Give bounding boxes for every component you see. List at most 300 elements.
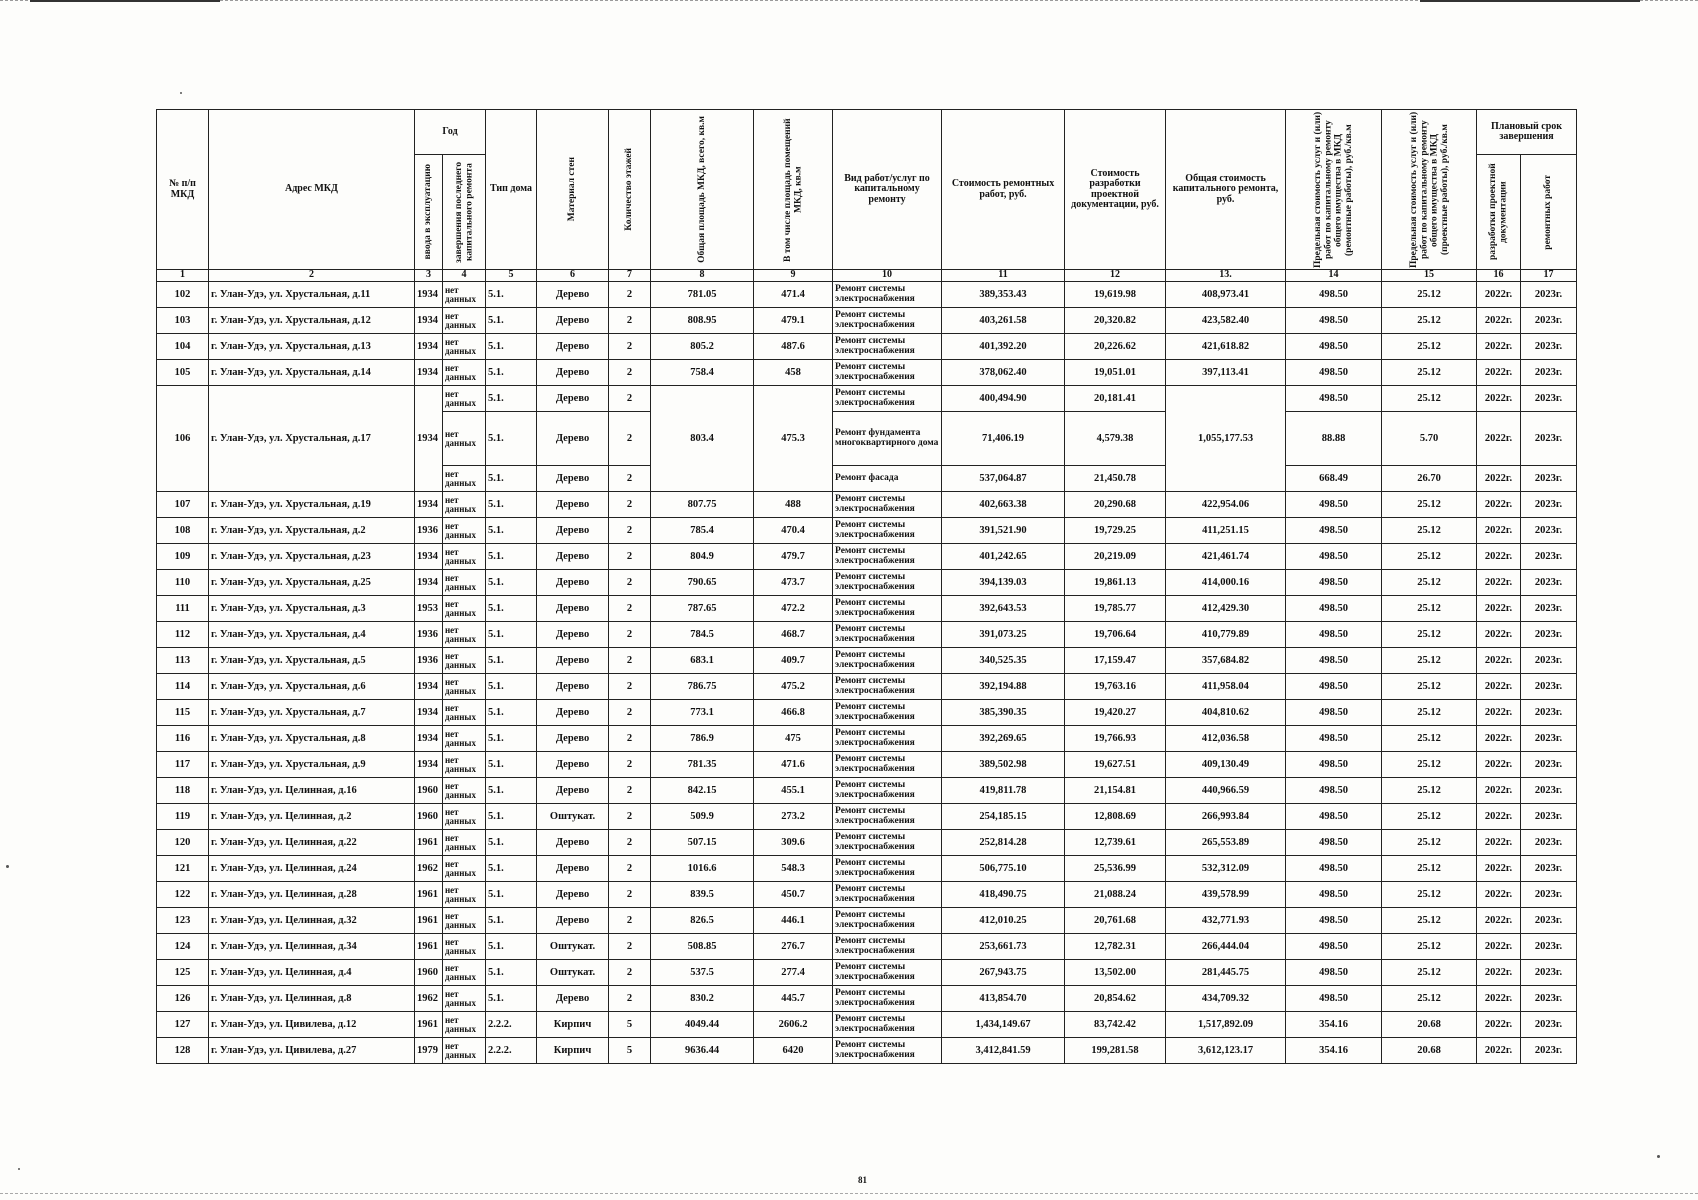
work-type-cell: Ремонт системы электроснабжения	[833, 1038, 942, 1064]
work-type-cell: Ремонт фасада	[833, 466, 942, 492]
total-area-cell: 4049.44	[651, 1012, 754, 1038]
total-cost-cell: 412,429.30	[1166, 596, 1286, 622]
premises-area-cell: 487.6	[754, 334, 833, 360]
deadline-design-cell: 2022г.	[1477, 882, 1521, 908]
floors-cell: 2	[609, 726, 651, 752]
repair-cost-cell: 340,525.35	[942, 648, 1065, 674]
year-commission-cell: 1934	[415, 492, 443, 518]
design-cost-cell: 199,281.58	[1065, 1038, 1166, 1064]
repair-cost-cell: 253,661.73	[942, 934, 1065, 960]
address-cell: г. Улан-Удэ, ул. Хрустальная, д.19	[209, 492, 415, 518]
column-number: 15	[1382, 270, 1477, 282]
deadline-repair-cell: 2023г.	[1521, 726, 1577, 752]
house-type-cell: 5.1.	[486, 622, 537, 648]
total-area-cell: 781.35	[651, 752, 754, 778]
floors-cell: 2	[609, 986, 651, 1012]
column-number: 6	[537, 270, 609, 282]
house-type-cell: 5.1.	[486, 700, 537, 726]
repair-cost-cell: 392,269.65	[942, 726, 1065, 752]
floors-cell: 2	[609, 386, 651, 412]
premises-area-cell: 409.7	[754, 648, 833, 674]
total-cost-cell: 3,612,123.17	[1166, 1038, 1286, 1064]
header-floors	[609, 110, 651, 270]
total-cost-cell: 532,312.09	[1166, 856, 1286, 882]
design-cost-cell: 20,290.68	[1065, 492, 1166, 518]
column-number: 11	[942, 270, 1065, 282]
wall-material-cell: Дерево	[537, 466, 609, 492]
deadline-design-cell: 2022г.	[1477, 752, 1521, 778]
total-area-cell: 508.85	[651, 934, 754, 960]
total-cost-cell: 266,444.04	[1166, 934, 1286, 960]
last-repair-cell: нет данных	[443, 622, 486, 648]
repair-cost-cell: 254,185.15	[942, 804, 1065, 830]
deadline-repair-cell: 2023г.	[1521, 282, 1577, 308]
floors-cell: 2	[609, 492, 651, 518]
work-type-cell: Ремонт фундамента многоквартирного дома	[833, 412, 942, 466]
design-cost-cell: 21,450.78	[1065, 466, 1166, 492]
limit-design-cell: 25.12	[1382, 360, 1477, 386]
total-cost-cell: 1,055,177.53	[1166, 386, 1286, 492]
row-number: 118	[157, 778, 209, 804]
total-cost-cell: 422,954.06	[1166, 492, 1286, 518]
floors-cell: 2	[609, 570, 651, 596]
premises-area-cell: 479.1	[754, 308, 833, 334]
floors-cell: 2	[609, 934, 651, 960]
address-cell: г. Улан-Удэ, ул. Целинная, д.24	[209, 856, 415, 882]
header-row-top	[157, 110, 1577, 155]
total-area-cell: 773.1	[651, 700, 754, 726]
table-row	[157, 752, 1577, 778]
last-repair-cell: нет данных	[443, 334, 486, 360]
design-cost-cell: 13,502.00	[1065, 960, 1166, 986]
table-row	[157, 778, 1577, 804]
limit-design-cell: 25.12	[1382, 778, 1477, 804]
floors-cell: 5	[609, 1012, 651, 1038]
total-area-cell: 683.1	[651, 648, 754, 674]
page-number: 81	[858, 1175, 867, 1185]
year-commission-cell: 1979	[415, 1038, 443, 1064]
limit-repair-cell: 498.50	[1286, 934, 1382, 960]
row-number: 115	[157, 700, 209, 726]
column-number: 16	[1477, 270, 1521, 282]
deadline-repair-cell: 2023г.	[1521, 334, 1577, 360]
limit-design-cell: 25.12	[1382, 282, 1477, 308]
header-num: № п/п МКД	[157, 110, 209, 270]
limit-design-cell: 25.12	[1382, 570, 1477, 596]
premises-area-cell: 450.7	[754, 882, 833, 908]
row-number: 110	[157, 570, 209, 596]
table-row	[157, 1038, 1577, 1064]
premises-area-cell: 488	[754, 492, 833, 518]
design-cost-cell: 12,782.31	[1065, 934, 1166, 960]
design-cost-cell: 19,051.01	[1065, 360, 1166, 386]
total-area-cell: 830.2	[651, 986, 754, 1012]
last-repair-cell: нет данных	[443, 726, 486, 752]
column-number: 3	[415, 270, 443, 282]
work-type-cell: Ремонт системы электроснабжения	[833, 622, 942, 648]
deadline-repair-cell: 2023г.	[1521, 778, 1577, 804]
table-row	[157, 622, 1577, 648]
header-floors-text: Количество этажей	[624, 148, 635, 231]
year-commission-cell: 1936	[415, 518, 443, 544]
house-type-cell: 5.1.	[486, 492, 537, 518]
header-address: Адрес МКД	[209, 110, 415, 270]
last-repair-cell: нет данных	[443, 518, 486, 544]
house-type-cell: 5.1.	[486, 360, 537, 386]
repair-cost-cell: 400,494.90	[942, 386, 1065, 412]
last-repair-cell: нет данных	[443, 804, 486, 830]
row-number: 117	[157, 752, 209, 778]
wall-material-cell: Дерево	[537, 986, 609, 1012]
deadline-repair-cell: 2023г.	[1521, 830, 1577, 856]
deadline-design-cell: 2022г.	[1477, 960, 1521, 986]
work-type-cell: Ремонт системы электроснабжения	[833, 882, 942, 908]
limit-design-cell: 25.12	[1382, 544, 1477, 570]
wall-material-cell: Дерево	[537, 778, 609, 804]
limit-design-cell: 20.68	[1382, 1038, 1477, 1064]
header-year-last-repair-text: завершения последнего капитального ремонта	[453, 161, 474, 263]
total-area-cell: 805.2	[651, 334, 754, 360]
wall-material-cell: Кирпич	[537, 1012, 609, 1038]
table-row	[157, 386, 1577, 412]
wall-material-cell: Дерево	[537, 752, 609, 778]
last-repair-cell: нет данных	[443, 882, 486, 908]
wall-material-cell: Дерево	[537, 360, 609, 386]
house-type-cell: 5.1.	[486, 570, 537, 596]
total-cost-cell: 397,113.41	[1166, 360, 1286, 386]
deadline-design-cell: 2022г.	[1477, 622, 1521, 648]
work-type-cell: Ремонт системы электроснабжения	[833, 804, 942, 830]
limit-repair-cell: 354.16	[1286, 1038, 1382, 1064]
repair-cost-cell: 537,064.87	[942, 466, 1065, 492]
limit-design-cell: 25.12	[1382, 804, 1477, 830]
design-cost-cell: 19,706.64	[1065, 622, 1166, 648]
floors-cell: 2	[609, 466, 651, 492]
table-row	[157, 700, 1577, 726]
year-commission-cell: 1934	[415, 752, 443, 778]
limit-repair-cell: 498.50	[1286, 908, 1382, 934]
premises-area-cell: 548.3	[754, 856, 833, 882]
wall-material-cell: Дерево	[537, 674, 609, 700]
deadline-design-cell: 2022г.	[1477, 466, 1521, 492]
header-year-commission-text: ввода в эксплуатацию	[423, 164, 434, 260]
premises-area-cell: 466.8	[754, 700, 833, 726]
premises-area-cell: 471.6	[754, 752, 833, 778]
limit-repair-cell: 88.88	[1286, 412, 1382, 466]
last-repair-cell: нет данных	[443, 412, 486, 466]
work-type-cell: Ремонт системы электроснабжения	[833, 360, 942, 386]
house-type-cell: 5.1.	[486, 334, 537, 360]
total-area-cell: 507.15	[651, 830, 754, 856]
wall-material-cell: Дерево	[537, 386, 609, 412]
limit-design-cell: 25.12	[1382, 960, 1477, 986]
total-area-cell: 537.5	[651, 960, 754, 986]
house-type-cell: 5.1.	[486, 412, 537, 466]
total-area-cell: 758.4	[651, 360, 754, 386]
total-area-cell: 787.65	[651, 596, 754, 622]
work-type-cell: Ремонт системы электроснабжения	[833, 308, 942, 334]
premises-area-cell: 273.2	[754, 804, 833, 830]
header-total-area-text: Общая площадь МКД, всего, кв.м	[696, 116, 707, 263]
wall-material-cell: Дерево	[537, 282, 609, 308]
limit-design-cell: 25.12	[1382, 882, 1477, 908]
repair-cost-cell: 267,943.75	[942, 960, 1065, 986]
row-number: 114	[157, 674, 209, 700]
deadline-repair-cell: 2023г.	[1521, 856, 1577, 882]
limit-design-cell: 25.12	[1382, 908, 1477, 934]
deadline-design-cell: 2022г.	[1477, 334, 1521, 360]
floors-cell: 2	[609, 334, 651, 360]
repair-cost-cell: 252,814.28	[942, 830, 1065, 856]
floors-cell: 2	[609, 648, 651, 674]
address-cell: г. Улан-Удэ, ул. Цивилева, д.12	[209, 1012, 415, 1038]
wall-material-cell: Дерево	[537, 908, 609, 934]
table-row	[157, 334, 1577, 360]
design-cost-cell: 19,766.93	[1065, 726, 1166, 752]
header-work-type: Вид работ/услуг по капитальному ремонту	[833, 110, 942, 270]
repair-cost-cell: 401,242.65	[942, 544, 1065, 570]
total-cost-cell: 410,779.89	[1166, 622, 1286, 648]
deadline-repair-cell: 2023г.	[1521, 908, 1577, 934]
floors-cell: 2	[609, 700, 651, 726]
repair-cost-cell: 389,353.43	[942, 282, 1065, 308]
address-cell: г. Улан-Удэ, ул. Цивилева, д.27	[209, 1038, 415, 1064]
house-type-cell: 5.1.	[486, 934, 537, 960]
work-type-cell: Ремонт системы электроснабжения	[833, 282, 942, 308]
column-number: 2	[209, 270, 415, 282]
limit-design-cell: 20.68	[1382, 1012, 1477, 1038]
work-type-cell: Ремонт системы электроснабжения	[833, 908, 942, 934]
repair-cost-cell: 3,412,841.59	[942, 1038, 1065, 1064]
deadline-repair-cell: 2023г.	[1521, 622, 1577, 648]
limit-repair-cell: 668.49	[1286, 466, 1382, 492]
work-type-cell: Ремонт системы электроснабжения	[833, 934, 942, 960]
floors-cell: 2	[609, 412, 651, 466]
last-repair-cell: нет данных	[443, 1012, 486, 1038]
floors-cell: 2	[609, 778, 651, 804]
page-edge-bottom	[0, 1193, 1698, 1196]
limit-design-cell: 25.12	[1382, 726, 1477, 752]
address-cell: г. Улан-Удэ, ул. Целинная, д.8	[209, 986, 415, 1012]
total-area-cell: 807.75	[651, 492, 754, 518]
limit-design-cell: 25.12	[1382, 856, 1477, 882]
deadline-repair-cell: 2023г.	[1521, 986, 1577, 1012]
header-wall-material-text: Материал стен	[567, 157, 578, 222]
address-cell: г. Улан-Удэ, ул. Хрустальная, д.11	[209, 282, 415, 308]
premises-area-cell: 6420	[754, 1038, 833, 1064]
row-number: 102	[157, 282, 209, 308]
row-number: 103	[157, 308, 209, 334]
year-commission-cell: 1934	[415, 726, 443, 752]
wall-material-cell: Дерево	[537, 334, 609, 360]
design-cost-cell: 17,159.47	[1065, 648, 1166, 674]
limit-design-cell: 25.12	[1382, 674, 1477, 700]
address-cell: г. Улан-Удэ, ул. Хрустальная, д.2	[209, 518, 415, 544]
premises-area-cell: 468.7	[754, 622, 833, 648]
deadline-repair-cell: 2023г.	[1521, 596, 1577, 622]
deadline-design-cell: 2022г.	[1477, 570, 1521, 596]
year-commission-cell: 1934	[415, 282, 443, 308]
deadline-design-cell: 2022г.	[1477, 674, 1521, 700]
premises-area-cell: 277.4	[754, 960, 833, 986]
design-cost-cell: 20,219.09	[1065, 544, 1166, 570]
address-cell: г. Улан-Удэ, ул. Хрустальная, д.23	[209, 544, 415, 570]
last-repair-cell: нет данных	[443, 752, 486, 778]
deadline-design-cell: 2022г.	[1477, 492, 1521, 518]
header-limit-design-text: Предельная стоимость услуг и (или) работ по капитальному ремонту общего имущества в МКД (проектные работы), руб./кв.м	[1408, 111, 1450, 268]
deadline-repair-cell: 2023г.	[1521, 386, 1577, 412]
deadline-repair-cell: 2023г.	[1521, 544, 1577, 570]
address-cell: г. Улан-Удэ, ул. Целинная, д.2	[209, 804, 415, 830]
last-repair-cell: нет данных	[443, 308, 486, 334]
deadline-repair-cell: 2023г.	[1521, 882, 1577, 908]
house-type-cell: 5.1.	[486, 752, 537, 778]
row-number: 109	[157, 544, 209, 570]
column-number: 7	[609, 270, 651, 282]
work-type-cell: Ремонт системы электроснабжения	[833, 726, 942, 752]
house-type-cell: 5.1.	[486, 386, 537, 412]
design-cost-cell: 83,742.42	[1065, 1012, 1166, 1038]
premises-area-cell: 309.6	[754, 830, 833, 856]
header-premises-area	[754, 110, 833, 270]
limit-repair-cell: 498.50	[1286, 360, 1382, 386]
year-commission-cell: 1936	[415, 648, 443, 674]
last-repair-cell: нет данных	[443, 466, 486, 492]
limit-repair-cell: 498.50	[1286, 492, 1382, 518]
last-repair-cell: нет данных	[443, 570, 486, 596]
table-row	[157, 960, 1577, 986]
year-commission-cell: 1960	[415, 804, 443, 830]
work-type-cell: Ремонт системы электроснабжения	[833, 752, 942, 778]
capital-repair-table	[156, 109, 1577, 1064]
table-row	[157, 986, 1577, 1012]
row-number: 127	[157, 1012, 209, 1038]
total-cost-cell: 421,618.82	[1166, 334, 1286, 360]
limit-repair-cell: 498.50	[1286, 804, 1382, 830]
row-number: 111	[157, 596, 209, 622]
design-cost-cell: 20,320.82	[1065, 308, 1166, 334]
scan-edge-mark	[1420, 0, 1640, 2]
last-repair-cell: нет данных	[443, 908, 486, 934]
address-cell: г. Улан-Удэ, ул. Хрустальная, д.9	[209, 752, 415, 778]
total-cost-cell: 414,000.16	[1166, 570, 1286, 596]
work-type-cell: Ремонт системы электроснабжения	[833, 544, 942, 570]
year-commission-cell: 1962	[415, 856, 443, 882]
deadline-design-cell: 2022г.	[1477, 778, 1521, 804]
deadline-design-cell: 2022г.	[1477, 360, 1521, 386]
premises-area-cell: 455.1	[754, 778, 833, 804]
table-row	[157, 360, 1577, 386]
column-number: 8	[651, 270, 754, 282]
design-cost-cell: 19,619.98	[1065, 282, 1166, 308]
deadline-design-cell: 2022г.	[1477, 308, 1521, 334]
row-number: 120	[157, 830, 209, 856]
header-limit-repair-text: Предельная стоимость услуг и (или) работ по капитальному ремонту общего имущества в МКД (ремонтные работы), руб./кв.м	[1313, 111, 1354, 268]
deadline-repair-cell: 2023г.	[1521, 960, 1577, 986]
deadline-design-cell: 2022г.	[1477, 856, 1521, 882]
deadline-design-cell: 2022г.	[1477, 544, 1521, 570]
repair-cost-cell: 419,811.78	[942, 778, 1065, 804]
total-area-cell: 804.9	[651, 544, 754, 570]
table-row	[157, 518, 1577, 544]
design-cost-cell: 20,761.68	[1065, 908, 1166, 934]
total-cost-cell: 357,684.82	[1166, 648, 1286, 674]
work-type-cell: Ремонт системы электроснабжения	[833, 596, 942, 622]
total-area-cell: 1016.6	[651, 856, 754, 882]
repair-cost-cell: 412,010.25	[942, 908, 1065, 934]
address-cell: г. Улан-Удэ, ул. Хрустальная, д.6	[209, 674, 415, 700]
floors-cell: 2	[609, 674, 651, 700]
wall-material-cell: Дерево	[537, 412, 609, 466]
floors-cell: 2	[609, 518, 651, 544]
house-type-cell: 5.1.	[486, 726, 537, 752]
limit-design-cell: 25.12	[1382, 386, 1477, 412]
table-row	[157, 570, 1577, 596]
table-row	[157, 908, 1577, 934]
row-number: 128	[157, 1038, 209, 1064]
design-cost-cell: 21,088.24	[1065, 882, 1166, 908]
wall-material-cell: Дерево	[537, 570, 609, 596]
address-cell: г. Улан-Удэ, ул. Целинная, д.32	[209, 908, 415, 934]
deadline-repair-cell: 2023г.	[1521, 518, 1577, 544]
limit-repair-cell: 498.50	[1286, 856, 1382, 882]
house-type-cell: 5.1.	[486, 830, 537, 856]
limit-design-cell: 26.70	[1382, 466, 1477, 492]
floors-cell: 2	[609, 908, 651, 934]
repair-cost-cell: 385,390.35	[942, 700, 1065, 726]
header-deadline-design-text: разработки проектной документации	[1488, 163, 1509, 261]
repair-cost-cell: 389,502.98	[942, 752, 1065, 778]
year-commission-cell: 1934	[415, 386, 443, 492]
deadline-design-cell: 2022г.	[1477, 282, 1521, 308]
limit-design-cell: 25.12	[1382, 622, 1477, 648]
work-type-cell: Ремонт системы электроснабжения	[833, 492, 942, 518]
floors-cell: 2	[609, 856, 651, 882]
table-row	[157, 726, 1577, 752]
total-cost-cell: 421,461.74	[1166, 544, 1286, 570]
total-cost-cell: 266,993.84	[1166, 804, 1286, 830]
year-commission-cell: 1961	[415, 830, 443, 856]
last-repair-cell: нет данных	[443, 856, 486, 882]
premises-area-cell: 446.1	[754, 908, 833, 934]
premises-area-cell: 445.7	[754, 986, 833, 1012]
deadline-design-cell: 2022г.	[1477, 726, 1521, 752]
table-row	[157, 596, 1577, 622]
limit-repair-cell: 498.50	[1286, 674, 1382, 700]
row-number: 108	[157, 518, 209, 544]
limit-repair-cell: 498.50	[1286, 648, 1382, 674]
year-commission-cell: 1960	[415, 778, 443, 804]
total-cost-cell: 432,771.93	[1166, 908, 1286, 934]
floors-cell: 5	[609, 1038, 651, 1064]
work-type-cell: Ремонт системы электроснабжения	[833, 386, 942, 412]
design-cost-cell: 20,181.41	[1065, 386, 1166, 412]
limit-repair-cell: 498.50	[1286, 960, 1382, 986]
design-cost-cell: 19,627.51	[1065, 752, 1166, 778]
limit-repair-cell: 498.50	[1286, 622, 1382, 648]
total-area-cell: 826.5	[651, 908, 754, 934]
row-number: 121	[157, 856, 209, 882]
total-area-cell: 509.9	[651, 804, 754, 830]
limit-design-cell: 25.12	[1382, 986, 1477, 1012]
header-premises-area-text: В том числе площадь помещений МКД, кв.м	[782, 117, 804, 262]
limit-design-cell: 25.12	[1382, 596, 1477, 622]
address-cell: г. Улан-Удэ, ул. Хрустальная, д.25	[209, 570, 415, 596]
header-total-cost: Общая стоимость капитального ремонта, руб.	[1166, 110, 1286, 270]
wall-material-cell: Дерево	[537, 830, 609, 856]
total-cost-cell: 404,810.62	[1166, 700, 1286, 726]
last-repair-cell: нет данных	[443, 544, 486, 570]
